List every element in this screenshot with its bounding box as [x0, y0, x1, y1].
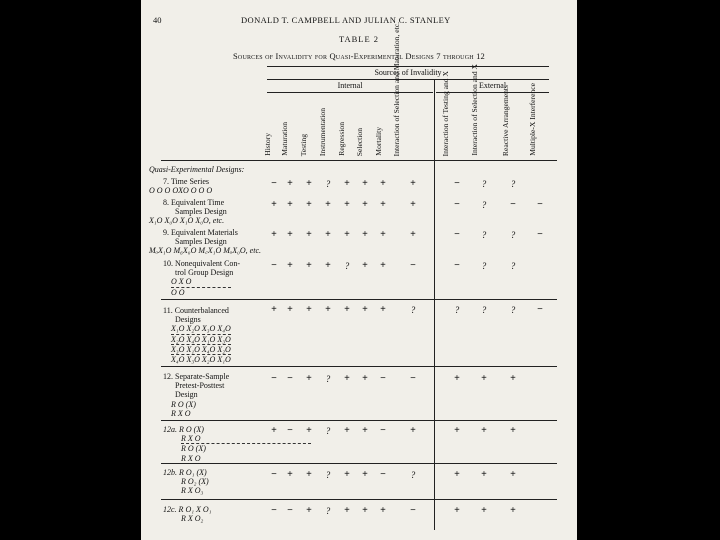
- mark-cell: +: [344, 178, 350, 189]
- mark-cell: ?: [481, 261, 487, 271]
- row-label-7: 7. Time Series O O O OXO O O O: [149, 177, 213, 196]
- mark-cell: +: [410, 199, 416, 210]
- mark-cell: −: [380, 373, 386, 384]
- mark-cell: +: [510, 469, 516, 480]
- mark-cell: +: [380, 229, 386, 240]
- mark-cell: +: [287, 178, 293, 189]
- col-selection-maturation: Interaction of Selection and Maturation, etc.: [392, 21, 401, 156]
- mark-cell: +: [362, 229, 368, 240]
- mark-cell: +: [454, 373, 460, 384]
- mark-cell: +: [306, 304, 312, 315]
- mark-cell: +: [271, 199, 277, 210]
- row-rule: [161, 366, 557, 367]
- mark-cell: −: [454, 178, 460, 189]
- mark-cell: ?: [481, 230, 487, 240]
- book-page: [141, 0, 577, 540]
- mark-cell: +: [410, 178, 416, 189]
- mark-cell: −: [271, 469, 277, 480]
- row-label-12b: 12b. R O₁ (X) R O₂ (X) R X O₃: [163, 468, 209, 496]
- mark-cell: +: [380, 304, 386, 315]
- mark-cell: −: [510, 199, 516, 210]
- mark-cell: ?: [325, 374, 331, 384]
- col-maturation: Maturation: [280, 122, 289, 156]
- mark-cell: ?: [510, 230, 516, 240]
- mark-cell: −: [287, 505, 293, 516]
- mark-cell: +: [380, 260, 386, 271]
- mark-cell: +: [344, 505, 350, 516]
- col-reactive: Reactive Arrangements: [501, 84, 510, 156]
- mark-cell: +: [410, 425, 416, 436]
- col-mortality: Mortality: [374, 127, 383, 156]
- mark-cell: −: [410, 260, 416, 271]
- mark-cell: +: [410, 229, 416, 240]
- col-multiple-x: Multiple-X Interference: [528, 83, 537, 156]
- mark-cell: +: [362, 425, 368, 436]
- mark-cell: ?: [481, 305, 487, 315]
- mark-cell: +: [362, 373, 368, 384]
- mark-cell: ?: [481, 179, 487, 189]
- mark-cell: ?: [410, 470, 416, 480]
- table-label: TABLE 2: [338, 34, 380, 44]
- mark-cell: ?: [410, 305, 416, 315]
- mark-cell: ?: [325, 179, 331, 189]
- row-label-12a: 12a. R O (X) R X O R O (X) R X O: [163, 425, 311, 463]
- mark-cell: +: [510, 505, 516, 516]
- mark-cell: +: [325, 229, 331, 240]
- mark-cell: +: [362, 199, 368, 210]
- col-testing-x: Interaction of Testing and X: [441, 70, 450, 156]
- mark-cell: +: [287, 260, 293, 271]
- mark-cell: +: [325, 304, 331, 315]
- row-rule: [161, 463, 557, 464]
- mark-cell: +: [287, 469, 293, 480]
- sources-header: Sources of Invalidity: [374, 68, 442, 77]
- row-rule: [161, 420, 557, 421]
- mark-cell: +: [380, 178, 386, 189]
- mark-cell: +: [306, 199, 312, 210]
- mark-cell: +: [306, 469, 312, 480]
- mark-cell: +: [344, 425, 350, 436]
- mark-cell: −: [380, 425, 386, 436]
- mark-cell: +: [510, 373, 516, 384]
- mark-cell: +: [362, 178, 368, 189]
- mark-cell: +: [344, 229, 350, 240]
- mark-cell: −: [537, 199, 543, 210]
- col-instrumentation: Instrumentation: [318, 107, 327, 156]
- mark-cell: ?: [344, 261, 350, 271]
- page-number: 40: [153, 15, 162, 25]
- mark-cell: −: [410, 505, 416, 516]
- row-label-8: 8. Equivalent Time Samples Design X₁O X₀O X₁O X₀O, etc.: [149, 198, 227, 226]
- row-label-9: 9. Equivalent Materials Samples Design MₐX₁O M₆X₀O M꜀X₁O MₐX₀O, etc.: [149, 228, 261, 256]
- mark-cell: +: [306, 373, 312, 384]
- mark-cell: −: [454, 199, 460, 210]
- mark-cell: +: [362, 469, 368, 480]
- mark-cell: −: [271, 178, 277, 189]
- table-caption: Sources of Invalidity for Quasi-Experimental Designs 7 through 12: [232, 51, 486, 61]
- header-bottom-rule: [161, 160, 557, 161]
- mark-cell: −: [454, 260, 460, 271]
- mark-cell: −: [271, 505, 277, 516]
- mark-cell: +: [481, 505, 487, 516]
- mark-cell: +: [287, 199, 293, 210]
- mark-cell: ?: [454, 305, 460, 315]
- mark-cell: −: [454, 229, 460, 240]
- mark-cell: +: [454, 469, 460, 480]
- col-history: History: [263, 133, 272, 156]
- mark-cell: +: [271, 425, 277, 436]
- col-regression: Regression: [337, 122, 346, 156]
- mark-cell: −: [537, 304, 543, 315]
- col-selection-x: Interaction of Selection and X: [470, 64, 479, 156]
- mark-cell: ?: [510, 305, 516, 315]
- internal-header: Internal: [337, 81, 363, 90]
- mark-cell: +: [306, 505, 312, 516]
- mark-cell: +: [344, 373, 350, 384]
- mark-cell: −: [410, 373, 416, 384]
- mark-cell: +: [362, 260, 368, 271]
- mark-cell: +: [454, 425, 460, 436]
- mark-cell: +: [362, 505, 368, 516]
- mark-cell: +: [510, 425, 516, 436]
- mark-cell: +: [325, 260, 331, 271]
- row-rule: [161, 299, 557, 300]
- row-label-10: 10. Nonequivalent Con- trol Group Design O X O O O: [163, 259, 241, 297]
- row-label-12c: 12c. R O₁ X O₁ R X O₂: [163, 505, 212, 524]
- mark-cell: ?: [481, 200, 487, 210]
- row-label-12: 12. Separate-Sample Pretest-Posttest Design R O (X) R X O: [163, 372, 230, 418]
- mark-cell: +: [481, 469, 487, 480]
- col-testing: Testing: [299, 133, 308, 156]
- mark-cell: +: [306, 425, 312, 436]
- row-label-11: 11. Counterbalanced Designs X₁O X₂O X₃O X₄O X₂O X₄O X₁O X₃O X₃O X₁O X₄O X₂O X₄O X₃O X₂O X₁O: [163, 306, 231, 365]
- col-selection: Selection: [355, 127, 364, 156]
- mark-cell: +: [344, 199, 350, 210]
- mark-cell: ?: [510, 261, 516, 271]
- mark-cell: −: [537, 229, 543, 240]
- mark-cell: −: [380, 469, 386, 480]
- mark-cell: +: [271, 304, 277, 315]
- mark-cell: +: [306, 178, 312, 189]
- mark-cell: −: [287, 373, 293, 384]
- running-header: DONALD T. CAMPBELL AND JULIAN C. STANLEY: [241, 15, 451, 25]
- mark-cell: −: [271, 373, 277, 384]
- mark-cell: +: [481, 425, 487, 436]
- mark-cell: +: [344, 469, 350, 480]
- mark-cell: −: [287, 425, 293, 436]
- row-rule: [161, 499, 557, 500]
- mark-cell: +: [325, 199, 331, 210]
- mark-cell: +: [271, 229, 277, 240]
- mark-cell: −: [271, 260, 277, 271]
- mark-cell: +: [380, 199, 386, 210]
- mark-cell: ?: [325, 506, 331, 516]
- mark-cell: +: [380, 505, 386, 516]
- mark-cell: ?: [325, 426, 331, 436]
- mark-cell: +: [287, 229, 293, 240]
- mark-cell: +: [362, 304, 368, 315]
- section-label: Quasi-Experimental Designs:: [149, 165, 245, 174]
- mark-cell: +: [344, 304, 350, 315]
- mark-cell: +: [306, 229, 312, 240]
- mark-cell: +: [287, 304, 293, 315]
- mark-cell: +: [306, 260, 312, 271]
- external-header: External: [478, 81, 507, 90]
- mark-cell: +: [481, 373, 487, 384]
- mark-cell: ?: [510, 179, 516, 189]
- mark-cell: ?: [325, 470, 331, 480]
- mark-cell: +: [454, 505, 460, 516]
